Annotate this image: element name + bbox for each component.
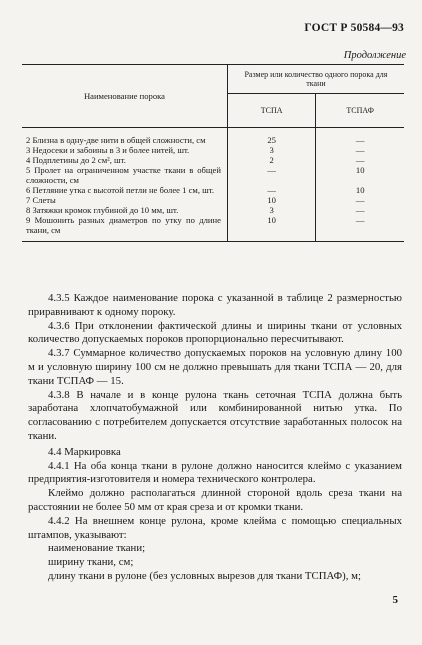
table-continuation-label: Продолжение [343, 50, 406, 61]
value-tspa: 2 [227, 155, 316, 165]
paragraph-4-3-7: 4.3.7 Суммарное количество допускаемых пороков на условную длину 100 м и условную ширину 100 см не должно превышать для ткани ТСПА — 20, для ткани ТСПАФ — 15. [28, 347, 402, 387]
paragraph-4-4-2: 4.4.2 На внешнем конце рулона, кроме клейма с помощью специальных штампов, указывают: [28, 514, 402, 541]
paragraph-4-3-5: 4.3.5 Каждое наименование порока с указанной в таблице 2 размерностью приравнивают к одному пороку. [28, 292, 402, 318]
table-row [22, 205, 404, 215]
list-item: длину ткани в рулоне (без условных вырезов для ткани ТСПАФ), м; [48, 569, 361, 582]
value-tspaf: — [355, 145, 365, 155]
value-tspa: — [227, 185, 316, 195]
defect-name: 8 Затяжки кромок глубиной до 10 мм, шт. [22, 205, 227, 215]
value-tspaf: — [355, 195, 365, 205]
table-row [22, 155, 404, 165]
paragraph-4-3-8: 4.3.8 В начале и в конце рулона ткань сеточная ТСПА должна быть заработана хлопчатобумажной или комбинированной нитью утка. По согласованию с потребителем допускается отсутствие заработанных полосок на ткани. [28, 388, 402, 442]
standard-header: ГОСТ Р 50584—93 [304, 22, 404, 34]
defect-name: 6 Петляние утка с высотой петли не более 1 см, шт. [22, 185, 227, 195]
list-item: наименование ткани; [48, 542, 146, 555]
defect-name: 2 Близна в одну-две нити в общей сложности, см [22, 128, 227, 146]
value-tspaf: 10 [355, 165, 365, 175]
value-tspa: 10 [227, 195, 316, 205]
list-item: ширину ткани, см; [48, 556, 134, 569]
defect-name: 7 Слеты [22, 195, 227, 205]
body-text [28, 292, 402, 584]
value-tspaf: — [355, 135, 365, 145]
table-row [22, 128, 404, 146]
defect-name: 9 Мошонить разных диаметров по утку по длине ткани, см [22, 215, 227, 242]
value-tspa: 3 [227, 205, 316, 215]
defects-table-wrap [22, 64, 404, 242]
table-row [22, 165, 404, 185]
defect-name: 3 Недосеки и забоины в 3 и более нитей, шт. [22, 145, 227, 155]
table-row [22, 215, 404, 242]
table-row [22, 195, 404, 205]
value-tspaf: — [316, 215, 404, 242]
page-number: 5 [392, 594, 398, 606]
paragraph-4-4-1: 4.4.1 На оба конца ткани в рулоне должно наносится клеймо с указанием предприятия-изготовителя и номера технического контролера. [28, 459, 402, 486]
table-row [22, 145, 404, 155]
defect-name: 5 Пролет на ограниченном участке ткани в общей сложности, см [22, 165, 227, 185]
column-header-tspa: ТСПА [227, 94, 316, 128]
defect-name: 4 Подплетины до 2 см², шт. [22, 155, 227, 165]
column-header-tspaf: ТСПАФ [316, 94, 404, 128]
value-tspa: — [227, 165, 316, 185]
column-header-group: Размер или количество одного порока для ткани [227, 65, 404, 94]
paragraph-4-4-1-b: Клеймо должно располагаться длинной стороной вдоль среза ткани на расстоянии не более 50 мм от края среза и от кромки ткани. [28, 487, 402, 513]
value-tspa: 25 [227, 128, 316, 146]
table-header-row [22, 65, 404, 94]
section-heading-4-4: 4.4 Маркировка [48, 445, 121, 458]
value-tspa: 10 [227, 215, 316, 242]
column-header-name: Наименование порока [22, 65, 227, 128]
value-tspaf: 10 [355, 185, 365, 195]
paragraph-4-3-6: 4.3.6 При отклонении фактической длины и ширины ткани от условных количество допускаемых пороков пропорционально пересчитывают. [28, 319, 402, 346]
defects-table [22, 64, 404, 242]
value-tspa: 3 [227, 145, 316, 155]
table-row [22, 185, 404, 195]
value-tspaf: — [355, 155, 365, 165]
value-tspaf: — [355, 205, 365, 215]
